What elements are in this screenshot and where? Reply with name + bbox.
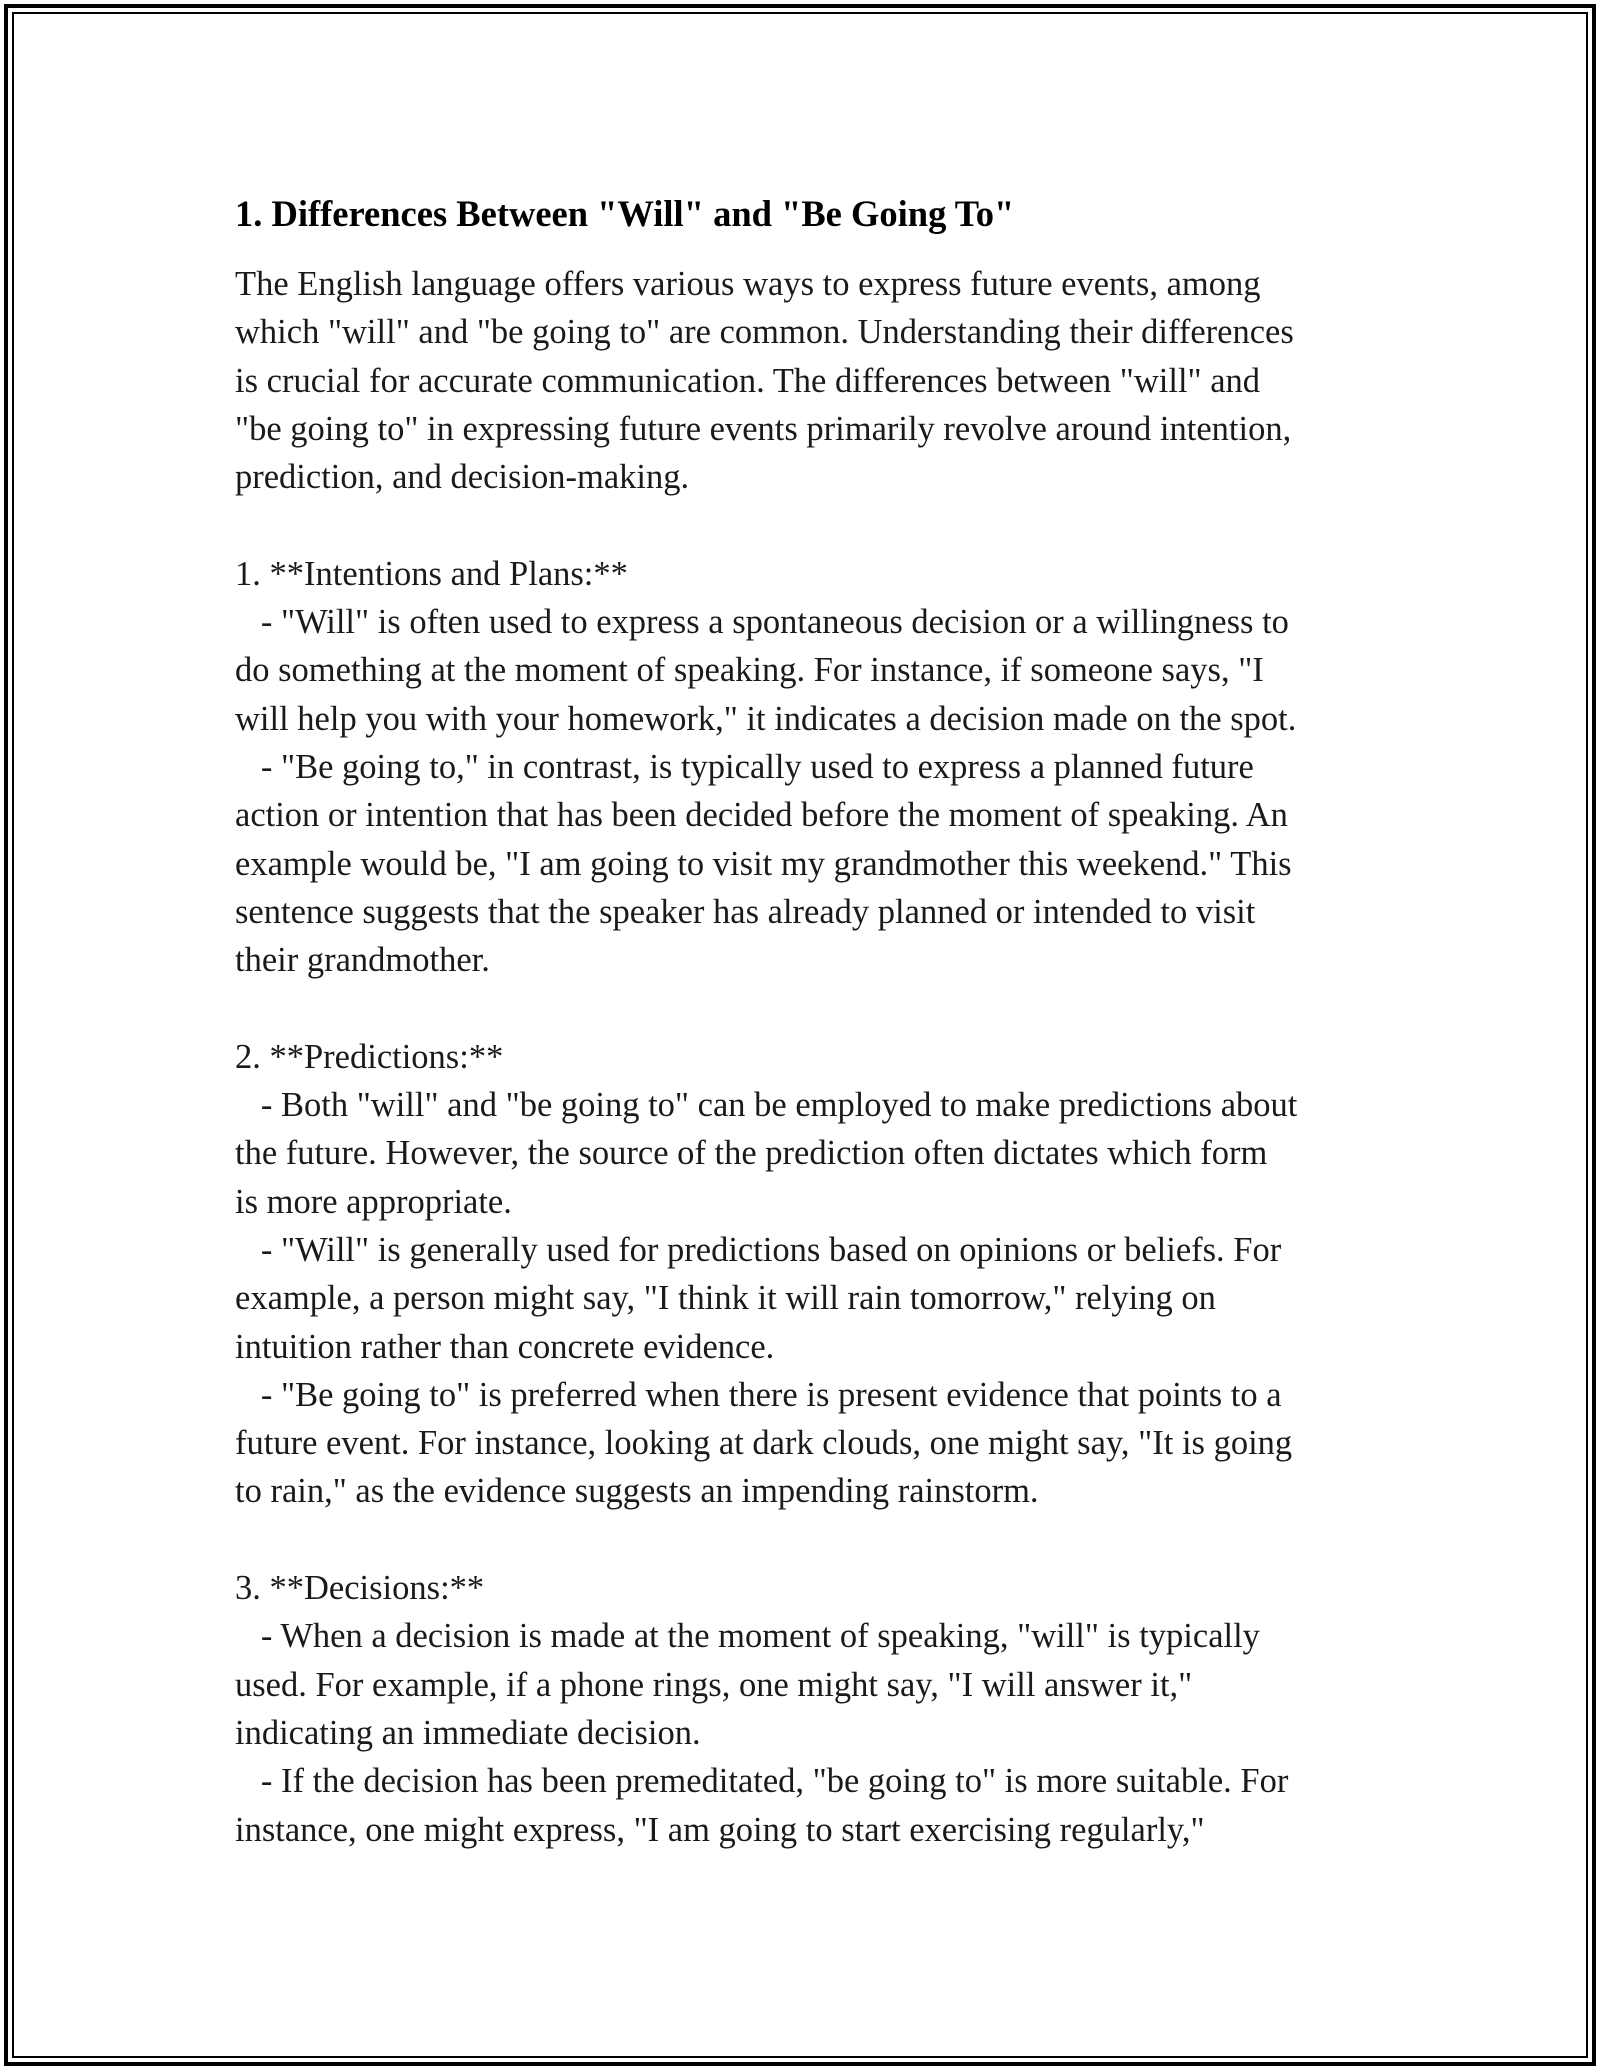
- text-line: to rain," as the evidence suggests an impending rainstorm.: [235, 1472, 1039, 1511]
- text-line: "be going to" in expressing future events primarily revolve around intention,: [235, 409, 1292, 448]
- text-line: prediction, and decision-making.: [235, 458, 690, 497]
- text-line: 1. **Intentions and Plans:**: [235, 554, 628, 593]
- text-line: 3. **Decisions:**: [235, 1569, 485, 1608]
- text-line: instance, one might express, "I am going to start exercising regularly,": [235, 1810, 1205, 1849]
- text-line: example, a person might say, "I think it will rain tomorrow," relying on: [235, 1279, 1216, 1318]
- document-title: 1. Differences Between "Will" and "Be Going To": [235, 193, 1015, 234]
- text-lines: [235, 260, 1370, 1854]
- text-line: future event. For instance, looking at dark clouds, one might say, "It is going: [235, 1424, 1293, 1463]
- text-line: The English language offers various ways to express future events, among: [235, 265, 1261, 303]
- text-line: - "Will" is often used to express a spontaneous decision or a willingness to: [235, 603, 1289, 642]
- text-line: their grandmother.: [235, 941, 490, 980]
- text-line: indicating an immediate decision.: [235, 1713, 701, 1752]
- text-line: - When a decision is made at the moment of speaking, "will" is typically: [235, 1617, 1260, 1656]
- text-line: 2. **Predictions:**: [235, 1037, 504, 1076]
- text-line: - "Be going to," in contrast, is typically used to express a planned future: [235, 747, 1254, 786]
- text-line: - If the decision has been premeditated, "be going to" is more suitable. For: [235, 1762, 1289, 1801]
- text-line: sentence suggests that the speaker has already planned or intended to visit: [235, 892, 1256, 931]
- text-line: example would be, "I am going to visit my grandmother this weekend." This: [235, 844, 1292, 883]
- blank-line: [235, 1516, 1370, 1564]
- text-line: do something at the moment of speaking. For instance, if someone says, "I: [235, 651, 1264, 690]
- text-line: the future. However, the source of the prediction often dictates which form: [235, 1134, 1268, 1173]
- blank-line: [235, 984, 1370, 1032]
- text-line: used. For example, if a phone rings, one might say, "I will answer it,": [235, 1665, 1193, 1704]
- text-line: - "Will" is generally used for predictions based on opinions or beliefs. For: [235, 1230, 1282, 1269]
- text-line: will help you with your homework," it indicates a decision made on the spot.: [235, 699, 1297, 738]
- text-line: is crucial for accurate communication. The differences between "will" and: [235, 361, 1261, 400]
- document-body: [235, 186, 1370, 1854]
- text-line: - "Be going to" is preferred when there is present evidence that points to a: [235, 1375, 1282, 1414]
- blank-line: [235, 501, 1370, 549]
- text-line: which "will" and "be going to" are common. Understanding their differences: [235, 313, 1294, 352]
- text-line: - Both "will" and "be going to" can be employed to make predictions about: [235, 1086, 1298, 1125]
- text-line: intuition rather than concrete evidence.: [235, 1327, 775, 1366]
- text-line: is more appropriate.: [235, 1182, 512, 1221]
- text-line: action or intention that has been decided before the moment of speaking. An: [235, 796, 1288, 835]
